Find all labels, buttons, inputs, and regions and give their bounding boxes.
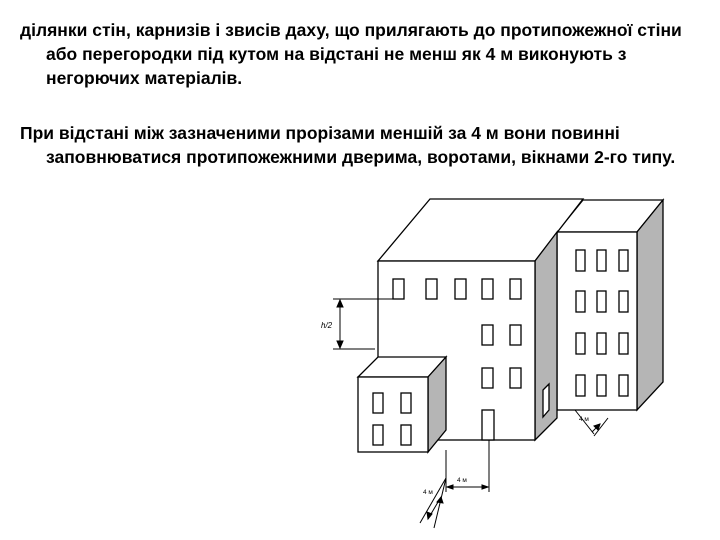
- paragraph-fire-wall-rule: ділянки стін, карнизів і звисів даху, що прилягають до протипожежної стіни або перегородки під кутом на відстані не менш як 4 м виконують з негорючих матеріалів.: [20, 20, 682, 88]
- diagonal-distance-label-right: 4 м: [579, 416, 589, 423]
- right-building: [557, 200, 663, 410]
- height-label: h/2: [321, 321, 333, 330]
- diagonal-dimension-left: [420, 478, 446, 528]
- paragraph-openings-rule: При відстані між зазначеними прорізами меншій за 4 м вони повинні заповнюватися протипожежними дверима, воротами, вікнами 2-го типу.: [20, 123, 676, 167]
- bottom-dimension: [446, 440, 489, 492]
- diagonal-dimension-right: [575, 410, 608, 436]
- bottom-distance-label: 4 м: [457, 477, 467, 484]
- diagonal-distance-label-left: 4 м: [423, 489, 433, 496]
